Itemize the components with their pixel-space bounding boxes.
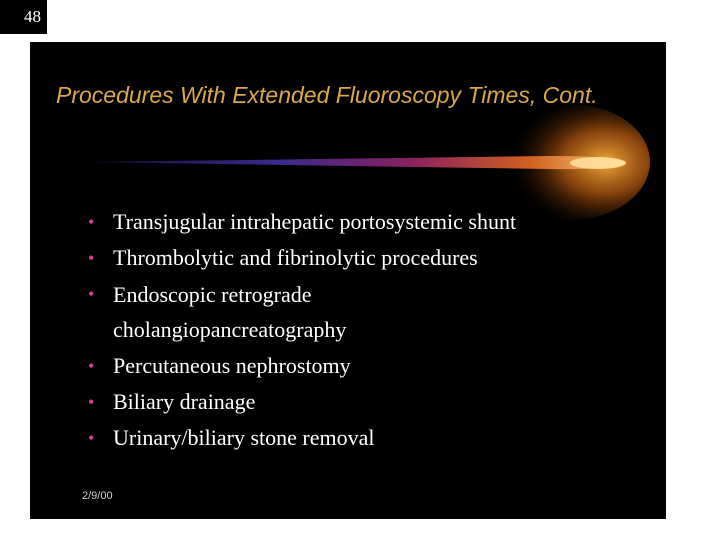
bullet-marker: • xyxy=(88,356,95,376)
bullet-text: Endoscopic retrograde cholangiopancreatography xyxy=(113,282,347,342)
comet-head xyxy=(570,157,626,169)
bullet-marker: • xyxy=(88,212,95,232)
page-number: 48 xyxy=(0,0,47,34)
bullet-item xyxy=(86,421,656,455)
bullet-marker: • xyxy=(88,248,95,268)
bullet-item xyxy=(86,349,656,383)
slide-title: Procedures With Extended Fluoroscopy Times, Cont. xyxy=(56,82,598,108)
bullet-marker: • xyxy=(88,392,95,412)
bullet-list xyxy=(86,205,656,457)
bullet-item xyxy=(86,385,656,419)
bullet-text: Transjugular intrahepatic portosystemic shunt xyxy=(113,209,517,234)
slide-date: 2/9/00 xyxy=(82,490,113,502)
bullet-item xyxy=(86,205,656,239)
slide xyxy=(30,42,666,519)
bullet-marker: • xyxy=(88,284,95,304)
bullet-item xyxy=(86,277,413,347)
bullet-item xyxy=(86,241,656,275)
bullet-marker: • xyxy=(88,428,95,448)
comet-tail xyxy=(88,156,626,169)
bullet-text: Biliary drainage xyxy=(113,389,256,414)
bullet-text: Percutaneous nephrostomy xyxy=(113,353,351,378)
bullet-text: Urinary/biliary stone removal xyxy=(113,425,375,450)
bullet-text: Thrombolytic and fibrinolytic procedures xyxy=(113,245,478,270)
